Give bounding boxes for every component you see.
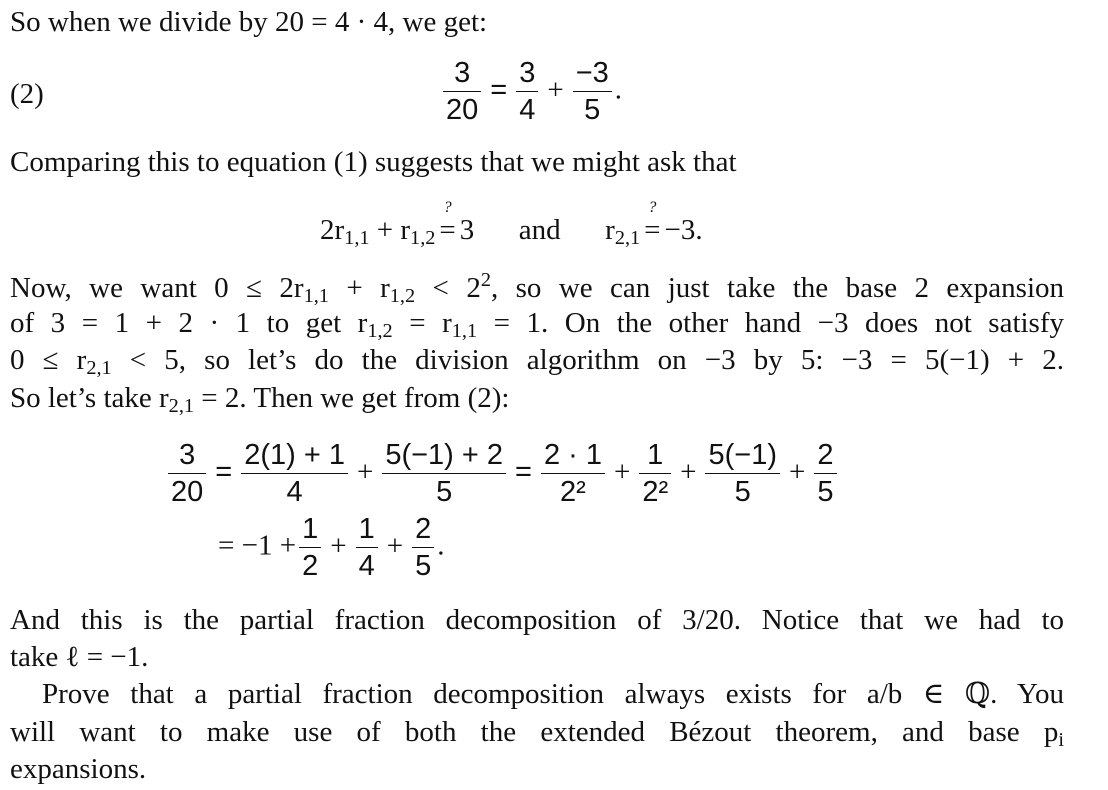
denominator: 4	[358, 550, 375, 583]
denominator: 2²	[560, 476, 586, 509]
numerator: 5(−1)	[705, 440, 780, 474]
denominator: 5	[817, 476, 834, 509]
fraction-neg3-5	[573, 58, 612, 126]
fraction	[639, 440, 671, 508]
subscript: 1,2	[389, 285, 416, 308]
fraction	[299, 514, 321, 582]
text: < 2	[415, 272, 481, 305]
text: + r	[328, 272, 390, 305]
term: −3.	[664, 214, 703, 246]
subscript: 2,1	[168, 395, 195, 418]
term: r	[605, 214, 615, 246]
numerator: 5(−1) + 2	[382, 440, 506, 474]
numerator: 2 · 1	[541, 440, 605, 474]
text: 0 ≤ r	[10, 344, 87, 376]
fraction	[356, 514, 378, 582]
paragraph-2-line-2: take ℓ = −1.	[10, 641, 149, 673]
decomposition-equation-row-2: = −1 + $\frac{1}{2}$ + $\frac{1}{4}$ + $\frac{2}{5}$ .	[218, 513, 445, 583]
denominator: 5	[584, 94, 601, 127]
superscript: 2	[480, 269, 491, 291]
denominator: 4	[519, 94, 536, 127]
text: Now, we want 0 ≤ 2r	[10, 272, 304, 305]
subscript: i	[1058, 729, 1064, 752]
term: 2r	[320, 214, 345, 246]
fraction	[814, 440, 836, 508]
numerator: 3	[443, 58, 481, 92]
questioned-equals: ? =	[439, 199, 456, 246]
subscript: 1,1	[344, 227, 370, 250]
denominator: 20	[171, 476, 204, 509]
denominator: 5	[436, 476, 453, 509]
subscript: 1,1	[451, 320, 478, 343]
denominator: 4	[286, 476, 303, 509]
text: = 1. On the other hand −3 does not satisfy	[477, 307, 1064, 339]
term: 3	[459, 214, 475, 246]
question-mark: ?	[648, 199, 657, 216]
text: So let’s take r	[10, 382, 169, 414]
questioned-equals: ? =	[644, 199, 661, 246]
numerator: 1	[639, 440, 671, 474]
text: = r	[392, 307, 452, 339]
subscript: 1,1	[303, 285, 329, 308]
denominator: 20	[446, 94, 479, 127]
subscript: 2,1	[86, 357, 112, 380]
term: + r	[369, 214, 411, 246]
denominator: 5	[415, 550, 432, 583]
subscript: 1,2	[367, 320, 393, 343]
numerator: 2	[412, 514, 434, 548]
equation-2: $\frac{3}{20}$ = $\frac{3}{4}$ + $\frac{-3}{5}$ .	[440, 58, 622, 126]
text: = 2. Then we get from (2):	[194, 382, 510, 414]
numerator: −3	[573, 58, 612, 92]
paragraph-3-line-1: Prove that a partial fraction decomposition always exists for a/b ∈ ℚ. You	[42, 678, 1064, 710]
paragraph-2-line-1: And this is the partial fraction decomposition of 3/20. Notice that we had to	[10, 604, 1064, 636]
text: < 5, so let’s do the division algorithm on −3 by 5: −3 = 5(−1) + 2.	[111, 344, 1065, 376]
denominator: 2	[302, 550, 319, 583]
fraction	[541, 440, 605, 508]
numerator: 2	[814, 440, 836, 474]
numerator: 3	[168, 440, 206, 474]
paragraph-1-line-3	[10, 342, 1064, 381]
and-word: and	[518, 214, 561, 246]
numerator: 3	[516, 58, 538, 92]
fraction	[412, 514, 434, 582]
subscript: 2,1	[614, 227, 641, 250]
equation-number-2: (2)	[10, 78, 44, 110]
text: will want to make use of both the extended Bézout theorem, and base p	[10, 716, 1059, 748]
fraction-3-4	[516, 58, 538, 126]
decomposition-equation-row-1: $\frac{3}{20}$ = $\frac{2(1) + 1}{4}$ + $\frac{5(-1) + 2}{5}$ = $\frac{2 \cdot 1}{\text{2²}}$ + $\frac{1}{\text{2²}}$ + $\frac{5(-1)}{5}$ + $\frac{2}{5}$	[165, 440, 840, 508]
text: of 3 = 1 + 2 · 1 to get r	[10, 307, 368, 339]
paragraph-1-line-4	[10, 380, 509, 419]
denominator: 2²	[642, 476, 669, 509]
paragraph-3-line-3: expansions.	[10, 753, 147, 785]
question-equation	[320, 199, 703, 251]
text: , so we can just take the base 2 expansion	[490, 272, 1065, 305]
fraction-3-20	[443, 58, 481, 126]
fraction	[168, 440, 206, 508]
numerator: 1	[356, 514, 378, 548]
paragraph-3-line-2	[10, 714, 1064, 753]
fraction	[705, 440, 780, 508]
numerator: 1	[299, 514, 321, 548]
comparing-line: Comparing this to equation (1) suggests that we might ask that	[10, 146, 737, 178]
numerator: 2(1) + 1	[241, 440, 348, 474]
subscript: 1,2	[410, 227, 436, 250]
paragraph-1-line-1	[10, 268, 1064, 310]
fraction	[241, 440, 348, 508]
term: = −1 +	[218, 529, 297, 562]
paragraph-1-line-2	[10, 305, 1064, 344]
fraction	[382, 440, 506, 508]
intro-line: So when we divide by 20 = 4 · 4, we get:	[10, 6, 488, 38]
question-mark: ?	[443, 199, 452, 216]
denominator: 5	[734, 476, 751, 509]
